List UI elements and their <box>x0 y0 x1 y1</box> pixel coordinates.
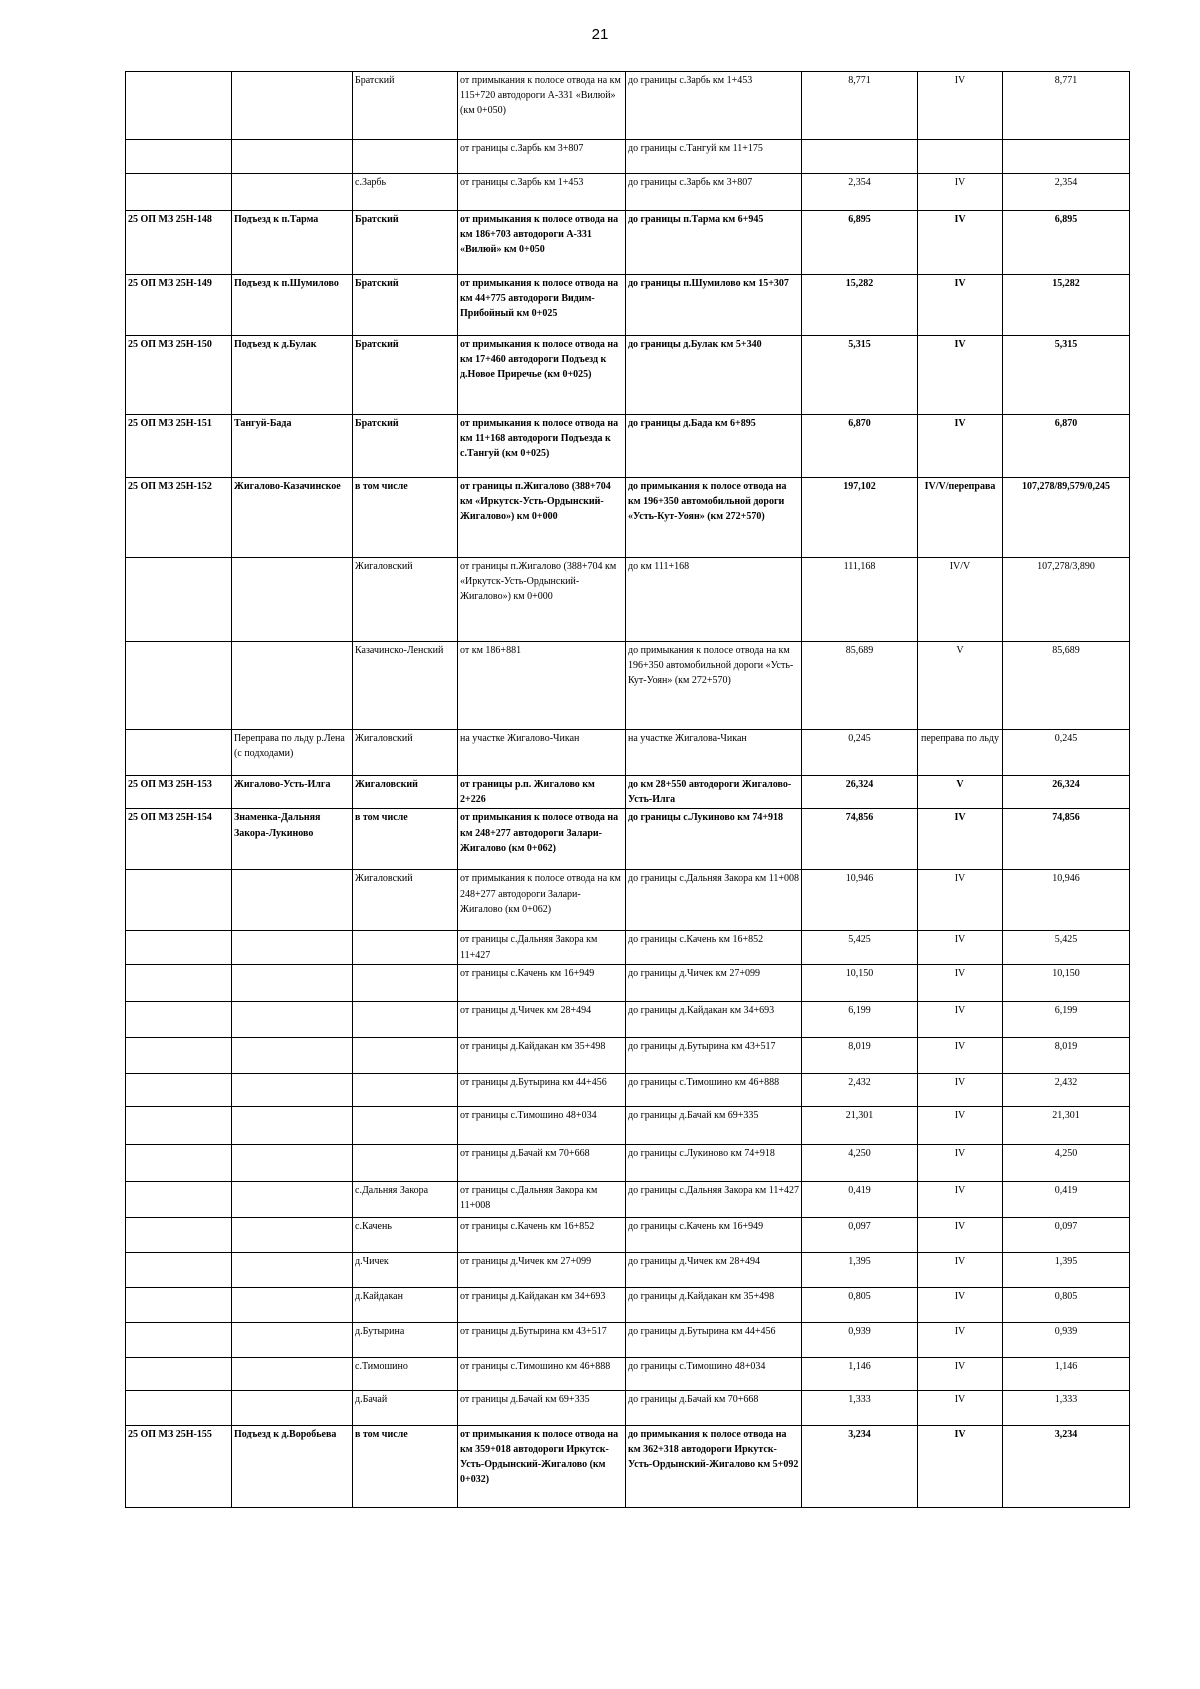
category-cell: IV <box>918 275 1003 336</box>
category-length-cell: 6,199 <box>1003 1001 1130 1037</box>
table-row <box>126 1073 1130 1106</box>
length-cell: 1,395 <box>802 1252 918 1287</box>
district-cell <box>353 964 458 1001</box>
category-length-cell: 5,425 <box>1003 931 1130 964</box>
table-row <box>126 1217 1130 1252</box>
segment-start-cell: от км 186+881 <box>458 642 626 730</box>
segment-start-cell: на участке Жигалово-Чикан <box>458 730 626 776</box>
road-name-cell <box>232 1252 353 1287</box>
segment-end-cell: до границы с.Дальняя Закора км 11+427 <box>626 1181 802 1217</box>
category-length-cell: 10,946 <box>1003 870 1130 931</box>
road-name-cell: Подъезд к д.Булак <box>232 336 353 415</box>
category-cell: IV <box>918 870 1003 931</box>
table-row <box>126 1425 1130 1507</box>
category-length-cell <box>1003 140 1130 174</box>
length-cell: 197,102 <box>802 478 918 558</box>
road-name-cell: Подъезд к п.Тарма <box>232 211 353 275</box>
length-cell: 111,168 <box>802 558 918 642</box>
road-code-cell: 25 ОП МЗ 25Н-154 <box>126 809 232 870</box>
district-cell: с.Зарбь <box>353 174 458 211</box>
road-code-cell: 25 ОП МЗ 25Н-149 <box>126 275 232 336</box>
category-length-cell: 5,315 <box>1003 336 1130 415</box>
road-name-cell <box>232 140 353 174</box>
road-code-cell <box>126 140 232 174</box>
road-code-cell <box>126 1390 232 1425</box>
category-length-cell: 0,419 <box>1003 1181 1130 1217</box>
road-code-cell: 25 ОП МЗ 25Н-151 <box>126 415 232 478</box>
district-cell <box>353 1106 458 1144</box>
segment-start-cell: от границы д.Кайдакан км 35+498 <box>458 1037 626 1073</box>
segment-end-cell: до границы с.Тимошино км 46+888 <box>626 1073 802 1106</box>
district-cell <box>353 1144 458 1181</box>
category-cell: IV <box>918 1106 1003 1144</box>
table-row <box>126 1287 1130 1322</box>
table-row <box>126 776 1130 809</box>
length-cell: 10,150 <box>802 964 918 1001</box>
road-name-cell: Тангуй-Бада <box>232 415 353 478</box>
segment-start-cell: от примыкания к полосе отвода на км 115+720 автодороги А-331 «Вилюй» (км 0+050) <box>458 72 626 140</box>
road-name-cell <box>232 1001 353 1037</box>
road-code-cell <box>126 1037 232 1073</box>
length-cell: 0,939 <box>802 1322 918 1357</box>
road-name-cell <box>232 870 353 931</box>
district-cell: Жигаловский <box>353 776 458 809</box>
table-row <box>126 642 1130 730</box>
segment-end-cell: до границы с.Качень км 16+949 <box>626 1217 802 1252</box>
district-cell: Жигаловский <box>353 870 458 931</box>
category-cell: IV <box>918 1425 1003 1507</box>
segment-end-cell: до км 28+550 автодороги Жигалово-Усть-Илга <box>626 776 802 809</box>
road-code-cell <box>126 1073 232 1106</box>
road-code-cell <box>126 1181 232 1217</box>
category-length-cell: 8,771 <box>1003 72 1130 140</box>
category-length-cell: 1,395 <box>1003 1252 1130 1287</box>
road-name-cell <box>232 1106 353 1144</box>
segment-start-cell: от границы с.Дальняя Закора км 11+427 <box>458 931 626 964</box>
road-name-cell: Жигалово-Казачинское <box>232 478 353 558</box>
category-cell: IV <box>918 1181 1003 1217</box>
category-length-cell: 0,097 <box>1003 1217 1130 1252</box>
road-code-cell <box>126 1217 232 1252</box>
road-code-cell <box>126 1106 232 1144</box>
road-code-cell <box>126 931 232 964</box>
length-cell: 6,199 <box>802 1001 918 1037</box>
district-cell <box>353 1073 458 1106</box>
road-name-cell <box>232 1390 353 1425</box>
segment-start-cell: от границы д.Бачай км 70+668 <box>458 1144 626 1181</box>
road-code-cell: 25 ОП МЗ 25Н-152 <box>126 478 232 558</box>
length-cell: 0,419 <box>802 1181 918 1217</box>
category-cell: V <box>918 776 1003 809</box>
table-row <box>126 1181 1130 1217</box>
district-cell: д.Бачай <box>353 1390 458 1425</box>
table-row <box>126 1106 1130 1144</box>
road-code-cell <box>126 1287 232 1322</box>
category-length-cell: 1,146 <box>1003 1357 1130 1390</box>
segment-end-cell: до границы д.Бутырина км 44+456 <box>626 1322 802 1357</box>
segment-end-cell: до км 111+168 <box>626 558 802 642</box>
segment-start-cell: от примыкания к полосе отвода на км 359+018 автодороги Иркутск- Усть-Ордынский-Жигалово (км 0+032) <box>458 1425 626 1507</box>
page-number: 21 <box>591 26 609 43</box>
district-cell: Жигаловский <box>353 730 458 776</box>
category-length-cell: 26,324 <box>1003 776 1130 809</box>
category-length-cell: 1,333 <box>1003 1390 1130 1425</box>
length-cell: 8,771 <box>802 72 918 140</box>
road-code-cell: 25 ОП МЗ 25Н-150 <box>126 336 232 415</box>
segment-end-cell: до границы д.Бутырина км 43+517 <box>626 1037 802 1073</box>
category-length-cell: 6,870 <box>1003 415 1130 478</box>
length-cell: 0,805 <box>802 1287 918 1322</box>
segment-end-cell: до границы с.Зарбь км 1+453 <box>626 72 802 140</box>
district-cell: Братский <box>353 72 458 140</box>
road-name-cell <box>232 931 353 964</box>
road-name-cell <box>232 1037 353 1073</box>
segment-end-cell: до границы д.Булак км 5+340 <box>626 336 802 415</box>
length-cell: 3,234 <box>802 1425 918 1507</box>
segment-start-cell: от примыкания к полосе отвода на км 248+277 автодороги Залари-Жигалово (км 0+062) <box>458 809 626 870</box>
road-code-cell <box>126 870 232 931</box>
road-name-cell <box>232 1144 353 1181</box>
segment-end-cell: до границы с.Лукиново км 74+918 <box>626 809 802 870</box>
category-cell: IV <box>918 1037 1003 1073</box>
segment-start-cell: от границы д.Бутырина км 44+456 <box>458 1073 626 1106</box>
table-row <box>126 1390 1130 1425</box>
length-cell: 0,097 <box>802 1217 918 1252</box>
category-length-cell: 2,354 <box>1003 174 1130 211</box>
category-cell: переправа по льду <box>918 730 1003 776</box>
length-cell: 8,019 <box>802 1037 918 1073</box>
road-name-cell <box>232 1073 353 1106</box>
category-cell: IV <box>918 1144 1003 1181</box>
category-cell: IV <box>918 1322 1003 1357</box>
category-cell: IV <box>918 1073 1003 1106</box>
category-length-cell: 0,805 <box>1003 1287 1130 1322</box>
road-name-cell: Жигалово-Усть-Илга <box>232 776 353 809</box>
category-cell: IV <box>918 174 1003 211</box>
category-length-cell: 4,250 <box>1003 1144 1130 1181</box>
roads-table <box>125 71 1130 1508</box>
segment-start-cell: от границы д.Кайдакан км 34+693 <box>458 1287 626 1322</box>
category-length-cell: 107,278/3,890 <box>1003 558 1130 642</box>
segment-start-cell: от границы с.Зарбь км 1+453 <box>458 174 626 211</box>
length-cell: 1,333 <box>802 1390 918 1425</box>
segment-end-cell: до границы д.Чичек км 28+494 <box>626 1252 802 1287</box>
segment-start-cell: от примыкания к полосе отвода на км 17+460 автодороги Подъезд к д.Новое Приречье (км 0+025) <box>458 336 626 415</box>
segment-start-cell: от примыкания к полосе отвода на км 11+168 автодороги Подъезда к с.Тангуй (км 0+025) <box>458 415 626 478</box>
segment-end-cell: до границы п.Тарма км 6+945 <box>626 211 802 275</box>
category-length-cell: 0,939 <box>1003 1322 1130 1357</box>
category-length-cell: 74,856 <box>1003 809 1130 870</box>
category-cell: IV <box>918 336 1003 415</box>
category-cell: IV <box>918 1217 1003 1252</box>
segment-end-cell: до границы д.Бада км 6+895 <box>626 415 802 478</box>
category-cell: IV <box>918 809 1003 870</box>
segment-end-cell: до границы с.Дальняя Закора км 11+008 <box>626 870 802 931</box>
table-row <box>126 1252 1130 1287</box>
segment-start-cell: от примыкания к полосе отвода на км 186+703 автодороги А-331 «Вилюй» км 0+050 <box>458 211 626 275</box>
category-cell: IV <box>918 1357 1003 1390</box>
district-cell: Братский <box>353 211 458 275</box>
category-length-cell: 85,689 <box>1003 642 1130 730</box>
segment-start-cell: от границы д.Чичек км 27+099 <box>458 1252 626 1287</box>
district-cell: д.Чичек <box>353 1252 458 1287</box>
district-cell: с.Тимошино <box>353 1357 458 1390</box>
district-cell <box>353 1037 458 1073</box>
length-cell: 15,282 <box>802 275 918 336</box>
length-cell: 5,425 <box>802 931 918 964</box>
segment-start-cell: от границы д.Чичек км 28+494 <box>458 1001 626 1037</box>
district-cell: Братский <box>353 275 458 336</box>
table-row <box>126 809 1130 870</box>
length-cell: 1,146 <box>802 1357 918 1390</box>
segment-end-cell: до примыкания к полосе отвода на км 362+318 автодороги Иркутск-Усть-Ордынский-Жигалово км 5+092 <box>626 1425 802 1507</box>
category-cell: IV <box>918 964 1003 1001</box>
segment-end-cell: до границы с.Лукиново км 74+918 <box>626 1144 802 1181</box>
road-code-cell <box>126 1144 232 1181</box>
length-cell: 26,324 <box>802 776 918 809</box>
segment-end-cell: до границы д.Кайдакан км 35+498 <box>626 1287 802 1322</box>
category-cell: IV/V <box>918 558 1003 642</box>
road-code-cell <box>126 642 232 730</box>
road-name-cell <box>232 1181 353 1217</box>
table-row <box>126 730 1130 776</box>
category-cell: IV <box>918 72 1003 140</box>
length-cell: 6,895 <box>802 211 918 275</box>
road-name-cell: Подъезд к д.Воробьева <box>232 1425 353 1507</box>
length-cell: 0,245 <box>802 730 918 776</box>
category-cell: IV <box>918 1001 1003 1037</box>
length-cell: 74,856 <box>802 809 918 870</box>
segment-end-cell: до границы д.Чичек км 27+099 <box>626 964 802 1001</box>
district-cell <box>353 1001 458 1037</box>
road-name-cell: Знаменка-Дальняя Закора-Лукиново <box>232 809 353 870</box>
district-cell: Братский <box>353 336 458 415</box>
table-row <box>126 558 1130 642</box>
segment-end-cell: до границы с.Зарбь км 3+807 <box>626 174 802 211</box>
segment-start-cell: от примыкания к полосе отвода на км 248+277 автодороги Залари-Жигалово (км 0+062) <box>458 870 626 931</box>
segment-start-cell: от границы с.Качень км 16+852 <box>458 1217 626 1252</box>
road-name-cell: Подъезд к п.Шумилово <box>232 275 353 336</box>
category-length-cell: 107,278/89,579/0,245 <box>1003 478 1130 558</box>
road-name-cell <box>232 964 353 1001</box>
category-cell: IV <box>918 931 1003 964</box>
segment-start-cell: от границы д.Бутырина км 43+517 <box>458 1322 626 1357</box>
length-cell: 85,689 <box>802 642 918 730</box>
category-length-cell: 21,301 <box>1003 1106 1130 1144</box>
district-cell <box>353 140 458 174</box>
segment-end-cell: до примыкания к полосе отвода на км 196+350 автомобильной дороги «Усть-Кут-Уоян» (км 272+570) <box>626 478 802 558</box>
category-length-cell: 2,432 <box>1003 1073 1130 1106</box>
road-code-cell <box>126 1357 232 1390</box>
table-row <box>126 1357 1130 1390</box>
road-name-cell <box>232 1322 353 1357</box>
table-row <box>126 336 1130 415</box>
segment-end-cell: до границы д.Кайдакан км 34+693 <box>626 1001 802 1037</box>
segment-start-cell: от границы с.Дальняя Закора км 11+008 <box>458 1181 626 1217</box>
district-cell: с.Качень <box>353 1217 458 1252</box>
category-cell: IV <box>918 1287 1003 1322</box>
length-cell: 5,315 <box>802 336 918 415</box>
segment-start-cell: от границы п.Жигалово (388+704 км «Иркутск-Усть-Ордынский-Жигалово») км 0+000 <box>458 558 626 642</box>
segment-start-cell: от границы д.Бачай км 69+335 <box>458 1390 626 1425</box>
table-row <box>126 931 1130 964</box>
district-cell <box>353 931 458 964</box>
segment-start-cell: от границы с.Тимошино км 46+888 <box>458 1357 626 1390</box>
segment-end-cell: до границы с.Качень км 16+852 <box>626 931 802 964</box>
road-code-cell <box>126 558 232 642</box>
road-name-cell: Переправа по льду р.Лена (с подходами) <box>232 730 353 776</box>
road-code-cell <box>126 730 232 776</box>
table-row <box>126 140 1130 174</box>
road-code-cell <box>126 174 232 211</box>
road-code-cell <box>126 1252 232 1287</box>
category-length-cell: 3,234 <box>1003 1425 1130 1507</box>
table-row <box>126 964 1130 1001</box>
segment-start-cell: от границы с.Зарбь км 3+807 <box>458 140 626 174</box>
road-code-cell <box>126 1322 232 1357</box>
district-cell: в том числе <box>353 478 458 558</box>
road-name-cell <box>232 1357 353 1390</box>
segment-end-cell: до границы с.Тимошино 48+034 <box>626 1357 802 1390</box>
length-cell: 10,946 <box>802 870 918 931</box>
table-row <box>126 275 1130 336</box>
length-cell: 21,301 <box>802 1106 918 1144</box>
category-cell: IV <box>918 1390 1003 1425</box>
table-row <box>126 72 1130 140</box>
road-code-cell: 25 ОП МЗ 25Н-148 <box>126 211 232 275</box>
category-cell: IV/V/переправа <box>918 478 1003 558</box>
road-name-cell <box>232 558 353 642</box>
table-row <box>126 1001 1130 1037</box>
table-row <box>126 870 1130 931</box>
category-length-cell: 0,245 <box>1003 730 1130 776</box>
road-code-cell <box>126 1001 232 1037</box>
table-row <box>126 1322 1130 1357</box>
road-code-cell <box>126 72 232 140</box>
roads-table-body <box>126 72 1130 1508</box>
road-name-cell <box>232 1287 353 1322</box>
table-row <box>126 174 1130 211</box>
road-code-cell <box>126 964 232 1001</box>
segment-start-cell: от границы с.Тимошино 48+034 <box>458 1106 626 1144</box>
category-length-cell: 15,282 <box>1003 275 1130 336</box>
length-cell: 2,354 <box>802 174 918 211</box>
district-cell: Жигаловский <box>353 558 458 642</box>
district-cell: Казачинско-Ленский <box>353 642 458 730</box>
segment-end-cell: до примыкания к полосе отвода на км 196+350 автомобильной дороги «Усть-Кут-Уоян» (км 272+570) <box>626 642 802 730</box>
district-cell: д.Кайдакан <box>353 1287 458 1322</box>
segment-end-cell: до границы д.Бачай км 69+335 <box>626 1106 802 1144</box>
district-cell: с.Дальняя Закора <box>353 1181 458 1217</box>
category-cell: IV <box>918 415 1003 478</box>
segment-end-cell: до границы с.Тангуй км 11+175 <box>626 140 802 174</box>
road-code-cell: 25 ОП МЗ 25Н-153 <box>126 776 232 809</box>
length-cell <box>802 140 918 174</box>
length-cell: 6,870 <box>802 415 918 478</box>
segment-start-cell: от границы с.Качень км 16+949 <box>458 964 626 1001</box>
segment-end-cell: до границы п.Шумилово км 15+307 <box>626 275 802 336</box>
district-cell: в том числе <box>353 1425 458 1507</box>
district-cell: д.Бутырина <box>353 1322 458 1357</box>
category-cell: IV <box>918 1252 1003 1287</box>
category-length-cell: 6,895 <box>1003 211 1130 275</box>
length-cell: 2,432 <box>802 1073 918 1106</box>
table-row <box>126 1144 1130 1181</box>
category-cell <box>918 140 1003 174</box>
category-cell: IV <box>918 211 1003 275</box>
table-row <box>126 478 1130 558</box>
segment-end-cell: на участке Жигалова-Чикан <box>626 730 802 776</box>
segment-start-cell: от границы р.п. Жигалово км 2+226 <box>458 776 626 809</box>
road-name-cell <box>232 72 353 140</box>
segment-start-cell: от границы п.Жигалово (388+704 км «Иркутск-Усть-Ордынский-Жигалово») км 0+000 <box>458 478 626 558</box>
category-length-cell: 8,019 <box>1003 1037 1130 1073</box>
road-name-cell <box>232 174 353 211</box>
road-name-cell <box>232 1217 353 1252</box>
segment-start-cell: от примыкания к полосе отвода на км 44+775 автодороги Видим-Прибойный км 0+025 <box>458 275 626 336</box>
table-row <box>126 415 1130 478</box>
segment-end-cell: до границы д.Бачай км 70+668 <box>626 1390 802 1425</box>
district-cell: Братский <box>353 415 458 478</box>
category-cell: V <box>918 642 1003 730</box>
table-row <box>126 1037 1130 1073</box>
table-row <box>126 211 1130 275</box>
district-cell: в том числе <box>353 809 458 870</box>
road-name-cell <box>232 642 353 730</box>
road-code-cell: 25 ОП МЗ 25Н-155 <box>126 1425 232 1507</box>
category-length-cell: 10,150 <box>1003 964 1130 1001</box>
length-cell: 4,250 <box>802 1144 918 1181</box>
